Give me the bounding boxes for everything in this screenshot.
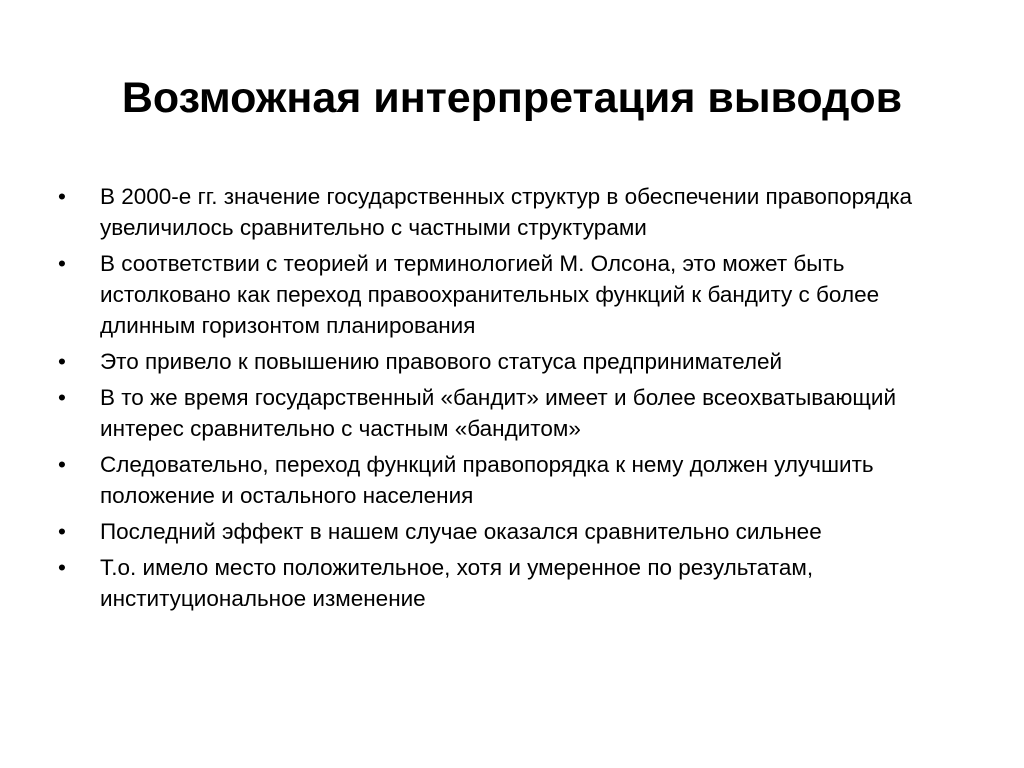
bullet-item	[58, 248, 968, 341]
bullet-item	[58, 449, 968, 511]
bullet-list	[58, 181, 968, 619]
bullet-text: В соответствии с теорией и терминологией М. Олсона, это может быть истолковано как переход правоохранительных функций к бандиту с более длинным горизонтом планирования	[100, 251, 880, 338]
bullet-text: Следовательно, переход функций правопорядка к нему должен улучшить положение и остального населения	[100, 452, 874, 508]
bullet-text: В 2000-е гг. значение государственных структур в обеспечении правопорядка увеличилось сравнительно с частными структурами	[100, 184, 913, 240]
bullet-item	[58, 516, 968, 547]
bullet-dot-icon: •	[58, 184, 66, 209]
bullet-text: Это привело к повышению правового статуса предпринимателей	[100, 349, 783, 374]
slide-title: Возможная интерпретация выводов	[121, 74, 903, 122]
bullet-text: Последний эффект в нашем случае оказался сравнительно сильнее	[100, 519, 822, 544]
bullet-dot-icon: •	[58, 385, 66, 410]
bullet-item	[58, 382, 968, 444]
bullet-dot-icon: •	[58, 251, 66, 276]
bullet-item	[58, 346, 968, 377]
bullet-text: В то же время государственный «бандит» имеет и более всеохватывающий интерес сравнительно с частным «бандитом»	[100, 385, 897, 441]
bullet-text: Т.о. имело место положительное, хотя и умеренное по результатам, институциональное изменение	[100, 555, 814, 611]
bullet-dot-icon: •	[58, 349, 66, 374]
bullet-dot-icon: •	[58, 452, 66, 477]
bullet-item	[58, 552, 968, 614]
bullet-dot-icon: •	[58, 519, 66, 544]
bullet-item	[58, 181, 968, 243]
bullet-dot-icon: •	[58, 555, 66, 580]
